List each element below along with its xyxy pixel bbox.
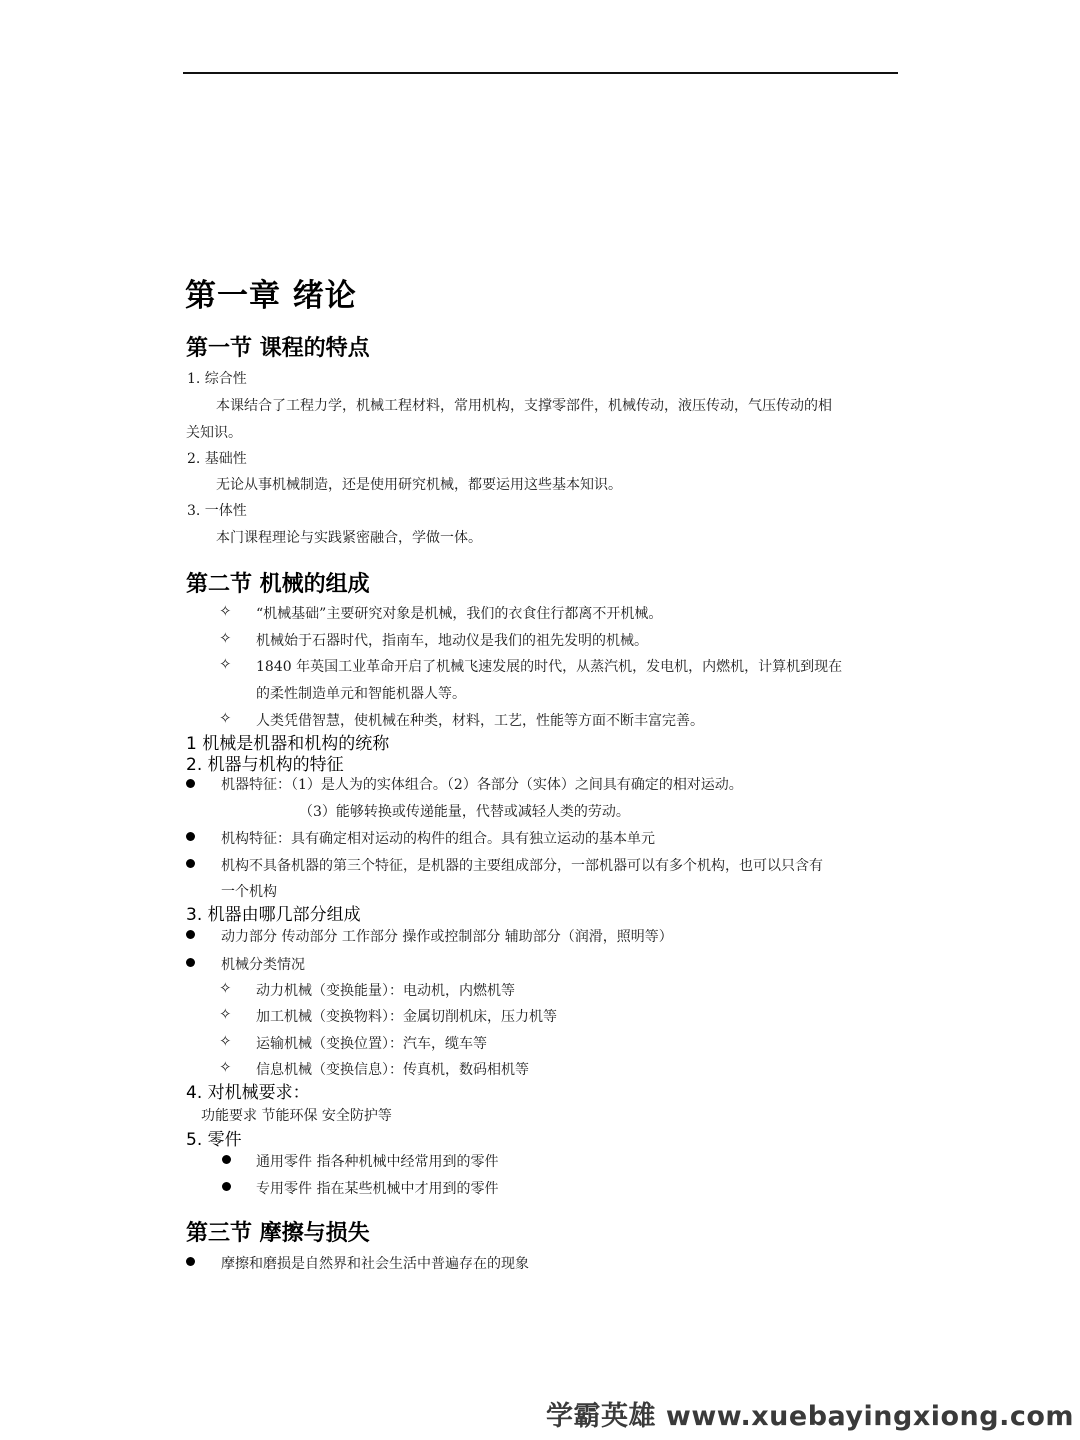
diamond-bullet-icon: ✧ [219, 1058, 232, 1076]
section-3-title: 第三节 摩擦与损失 [186, 1221, 370, 1246]
machine-features-line2: （3）能够转换或传递能量，代替或减轻人类的劳动。 [299, 804, 630, 820]
item-1-text-line1: 本课结合了工程力学，机械工程材料，常用机构，支撑零部件，机械传动，液压传动，气压传动的相 [216, 398, 832, 414]
bullet-dot-icon [186, 958, 195, 967]
category-item: 信息机械（变换信息）：传真机，数码相机等 [256, 1062, 529, 1078]
diamond-bullet-icon: ✧ [219, 602, 232, 620]
bullet-dot-icon [186, 779, 195, 788]
friction-text: 摩擦和磨损是自然界和社会生活中普遍存在的现象 [221, 1256, 529, 1272]
item-3-text: 本门课程理论与实践紧密融合，学做一体。 [216, 530, 482, 546]
diamond-item: 1840 年英国工业革命开启了机械飞速发展的时代，从蒸汽机，发电机，内燃机，计算机到现在 [256, 659, 843, 675]
item-2-text: 无论从事机械制造，还是使用研究机械，都要运用这些基本知识。 [216, 477, 622, 493]
requirements-text: 功能要求 节能环保 安全防护等 [201, 1108, 392, 1124]
item-1-text-line2: 关知识。 [186, 425, 242, 441]
subheading-3: 3. 机器由哪几部分组成 [186, 905, 361, 925]
item-1-label: 1. 综合性 [187, 371, 247, 387]
machine-classification: 机械分类情况 [221, 957, 305, 973]
mechanism-note-line2: 一个机构 [221, 884, 277, 900]
diamond-item: 机械始于石器时代，指南车，地动仪是我们的祖先发明的机械。 [256, 633, 648, 649]
category-item: 加工机械（变换物料）：金属切削机床，压力机等 [256, 1009, 557, 1025]
diamond-item: “机械基础”主要研究对象是机械，我们的衣食住行都离不开机械。 [256, 606, 663, 622]
subheading-2: 2. 机器与机构的特征 [186, 755, 344, 775]
diamond-bullet-icon: ✧ [219, 709, 232, 727]
category-item: 动力机械（变换能量）：电动机，内燃机等 [256, 983, 515, 999]
section-1-title: 第一节 课程的特点 [186, 336, 370, 361]
diamond-item-continuation: 的柔性制造单元和智能机器人等。 [256, 686, 466, 702]
diamond-bullet-icon: ✧ [219, 1005, 232, 1023]
machine-parts: 动力部分 传动部分 工作部分 操作或控制部分 辅助部分（润滑，照明等） [221, 929, 673, 945]
item-2-label: 2. 基础性 [187, 451, 247, 467]
subheading-5: 5. 零件 [186, 1130, 242, 1150]
bullet-dot-icon [186, 859, 195, 868]
mechanism-features: 机构特征：具有确定相对运动的构件的组合。具有独立运动的基本单元 [221, 831, 655, 847]
diamond-bullet-icon: ✧ [219, 1032, 232, 1050]
section-2-title: 第二节 机械的组成 [186, 572, 370, 597]
part-item: 专用零件 指在某些机械中才用到的零件 [256, 1181, 499, 1197]
bullet-dot-icon [186, 1257, 195, 1266]
site-watermark: 学霸英雄 www.xuebayingxiong.com [546, 1401, 1075, 1432]
bullet-dot-icon [222, 1182, 231, 1191]
diamond-bullet-icon: ✧ [219, 655, 232, 673]
subheading-4: 4. 对机械要求： [186, 1083, 310, 1103]
chapter-title: 第一章 绪论 [185, 278, 357, 314]
category-item: 运输机械（变换位置）：汽车，缆车等 [256, 1036, 487, 1052]
machine-features-line1: 机器特征：（1）是人为的实体组合。（2）各部分（实体）之间具有确定的相对运动。 [221, 777, 743, 793]
diamond-bullet-icon: ✧ [219, 979, 232, 997]
bullet-dot-icon [186, 832, 195, 841]
part-item: 通用零件 指各种机械中经常用到的零件 [256, 1154, 499, 1170]
diamond-item: 人类凭借智慧，使机械在种类，材料，工艺，性能等方面不断丰富完善。 [256, 713, 704, 729]
header-rule [183, 72, 898, 74]
bullet-dot-icon [186, 930, 195, 939]
subheading-1: 1 机械是机器和机构的统称 [186, 734, 390, 754]
bullet-dot-icon [222, 1155, 231, 1164]
diamond-bullet-icon: ✧ [219, 629, 232, 647]
mechanism-note-line1: 机构不具备机器的第三个特征，是机器的主要组成部分，一部机器可以有多个机构，也可以只含有 [221, 858, 823, 874]
item-3-label: 3. 一体性 [187, 503, 247, 519]
